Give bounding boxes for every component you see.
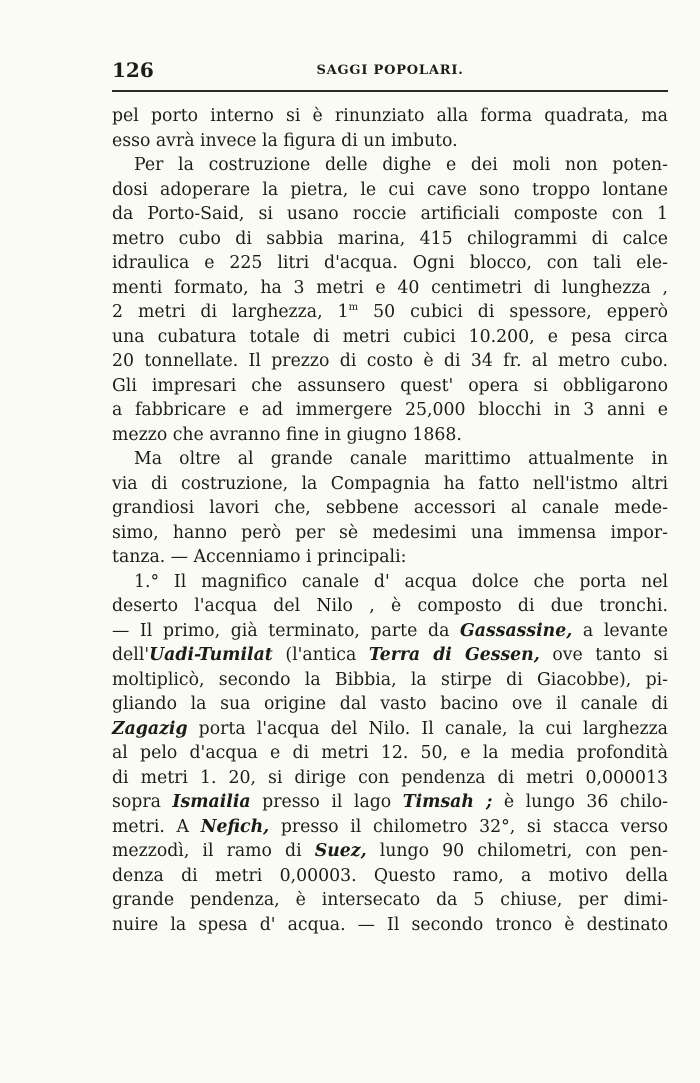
- text-run: simo, hanno però per sè medesimi una immensa impor-: [112, 522, 668, 543]
- text-run: menti formato, ha 3 metri e 40 centimetri di lunghezza ,: [112, 277, 668, 298]
- text-line: [112, 398, 668, 423]
- text-line: [112, 741, 668, 766]
- running-head: SAGGI POPOLARI.: [316, 63, 464, 78]
- text-line: [112, 864, 668, 889]
- text-line: [112, 521, 668, 546]
- text-line: [112, 423, 668, 448]
- text-line: [112, 447, 668, 472]
- text-line: [112, 913, 668, 938]
- text-line: [112, 717, 668, 742]
- text-run: (l'antica: [272, 645, 369, 665]
- text-run: 50 cubici di spessore, epperò: [358, 302, 668, 322]
- text-run: dosi adoperare la pietra, le cui cave sono troppo lontane: [112, 179, 668, 200]
- text-line: [112, 153, 668, 178]
- text-line: [112, 129, 668, 154]
- text-line: [112, 374, 668, 399]
- text-line: [112, 888, 668, 913]
- text-line: [112, 619, 668, 644]
- italic-run: Timsah ;: [402, 792, 493, 812]
- text-line: [112, 815, 668, 840]
- header-rule: [112, 90, 668, 92]
- text-line: [112, 839, 668, 864]
- text-line: [112, 227, 668, 252]
- page-header: [112, 58, 668, 84]
- text-line: [112, 545, 668, 570]
- text-run: metro cubo di sabbia marina, 415 chilogrammi di calce: [112, 228, 668, 249]
- text-run: tanza. — Accenniamo i principali:: [112, 547, 407, 567]
- text-line: [112, 178, 668, 203]
- text-run: presso il lago: [250, 792, 403, 812]
- text-run: esso avrà invece la figura di un imbuto.: [112, 130, 458, 151]
- text-run: 20 tonnellate. Il prezzo di costo è di 34 fr. al metro cubo.: [112, 351, 668, 371]
- text-run: gliando la sua origine dal vasto bacino ove il canale di: [112, 694, 668, 714]
- text-run: Per la costruzione delle dighe e dei moli non poten-: [134, 155, 668, 175]
- text-run: sopra: [112, 792, 173, 812]
- text-line: [112, 643, 668, 668]
- text-run: lungo 90 chilometri, con pen-: [366, 841, 668, 861]
- text-line: [112, 104, 668, 129]
- italic-run: Ismailia: [172, 792, 251, 812]
- text-run: dell': [112, 645, 150, 665]
- text-line: [112, 202, 668, 227]
- text-run: da Porto-Said, si usano roccie artificiali composte con 1: [112, 204, 668, 224]
- italic-run: Nefich,: [200, 816, 270, 837]
- text-line: [112, 790, 668, 815]
- text-line: [112, 251, 668, 276]
- italic-run: Suez,: [314, 841, 367, 861]
- text-run: idraulica e 225 litri d'acqua. Ogni blocco, con tali ele-: [112, 253, 668, 273]
- text-line: [112, 570, 668, 595]
- text-run: grandiosi lavori che, sebbene accessori al canale mede-: [112, 498, 668, 518]
- text-run: di metri 1. 20, si dirige con pendenza di metri 0,000013: [112, 767, 668, 788]
- text-run: metri. A: [112, 816, 201, 837]
- text-run: mezzo che avranno fine in giugno 1868.: [112, 424, 462, 445]
- text-run: moltiplicò, secondo la Bibbia, la stirpe di Giacobbe), pi-: [112, 669, 668, 690]
- text-run: una cubatura totale di metri cubici 10.200, e pesa circa: [112, 326, 668, 347]
- text-run: denza di metri 0,00003. Questo ramo, a motivo della: [112, 865, 668, 886]
- text-run: via di costruzione, la Compagnia ha fatto nell'istmo altri: [112, 473, 668, 494]
- text-line: [112, 300, 668, 325]
- text-line: [112, 472, 668, 497]
- text-run: è lungo 36 chilo-: [492, 792, 668, 812]
- text-run: deserto l'acqua del Nilo , è composto di due tronchi.: [112, 596, 668, 616]
- text-line: [112, 692, 668, 717]
- text-run: porta l'acqua del Nilo. Il canale, la cui larghezza: [187, 718, 668, 739]
- text-run: 1.° Il magnifico canale d' acqua dolce che porta nel: [134, 571, 668, 592]
- text-line: [112, 766, 668, 791]
- text-run: — Il primo, già terminato, parte da: [112, 620, 461, 641]
- text-run: Gli impresari che assunsero quest' opera si obbligarono: [112, 375, 668, 396]
- italic-run: Gassassine,: [460, 620, 573, 641]
- text-line: [112, 496, 668, 521]
- italic-run: Terra di Gessen,: [368, 645, 540, 665]
- text-line: [112, 325, 668, 350]
- text-line: [112, 594, 668, 619]
- text-run: pel porto interno si è rinunziato alla forma quadrata, ma: [112, 106, 668, 126]
- text-run: mezzodì, il ramo di: [112, 841, 315, 861]
- text-run: nuire la spesa d' acqua. — Il secondo tronco è destinato: [112, 914, 668, 935]
- text-line: [112, 276, 668, 301]
- text-run: grande pendenza, è intersecato da 5 chiuse, per dimi-: [112, 890, 668, 910]
- text-line: [112, 668, 668, 693]
- text-run: ove tanto si: [539, 645, 668, 665]
- text-line: [112, 349, 668, 374]
- text-run: a levante: [572, 620, 668, 641]
- text-run: 2 metri di larghezza, 1: [112, 302, 349, 322]
- text-run: a fabbricare e ad immergere 25,000 blocchi in 3 anni e: [112, 400, 668, 420]
- text-run: presso il chilometro 32°, si stacca verso: [269, 816, 668, 837]
- page-number: 126: [112, 58, 154, 82]
- superscript: m: [348, 302, 359, 314]
- italic-run: Uadi-Tumilat: [149, 645, 273, 665]
- body-text: [112, 104, 668, 937]
- text-run: al pelo d'acqua e di metri 12. 50, e la media profondità: [112, 743, 668, 763]
- text-run: Ma oltre al grande canale marittimo attualmente in: [134, 449, 668, 469]
- italic-run: Zagazig: [112, 718, 188, 739]
